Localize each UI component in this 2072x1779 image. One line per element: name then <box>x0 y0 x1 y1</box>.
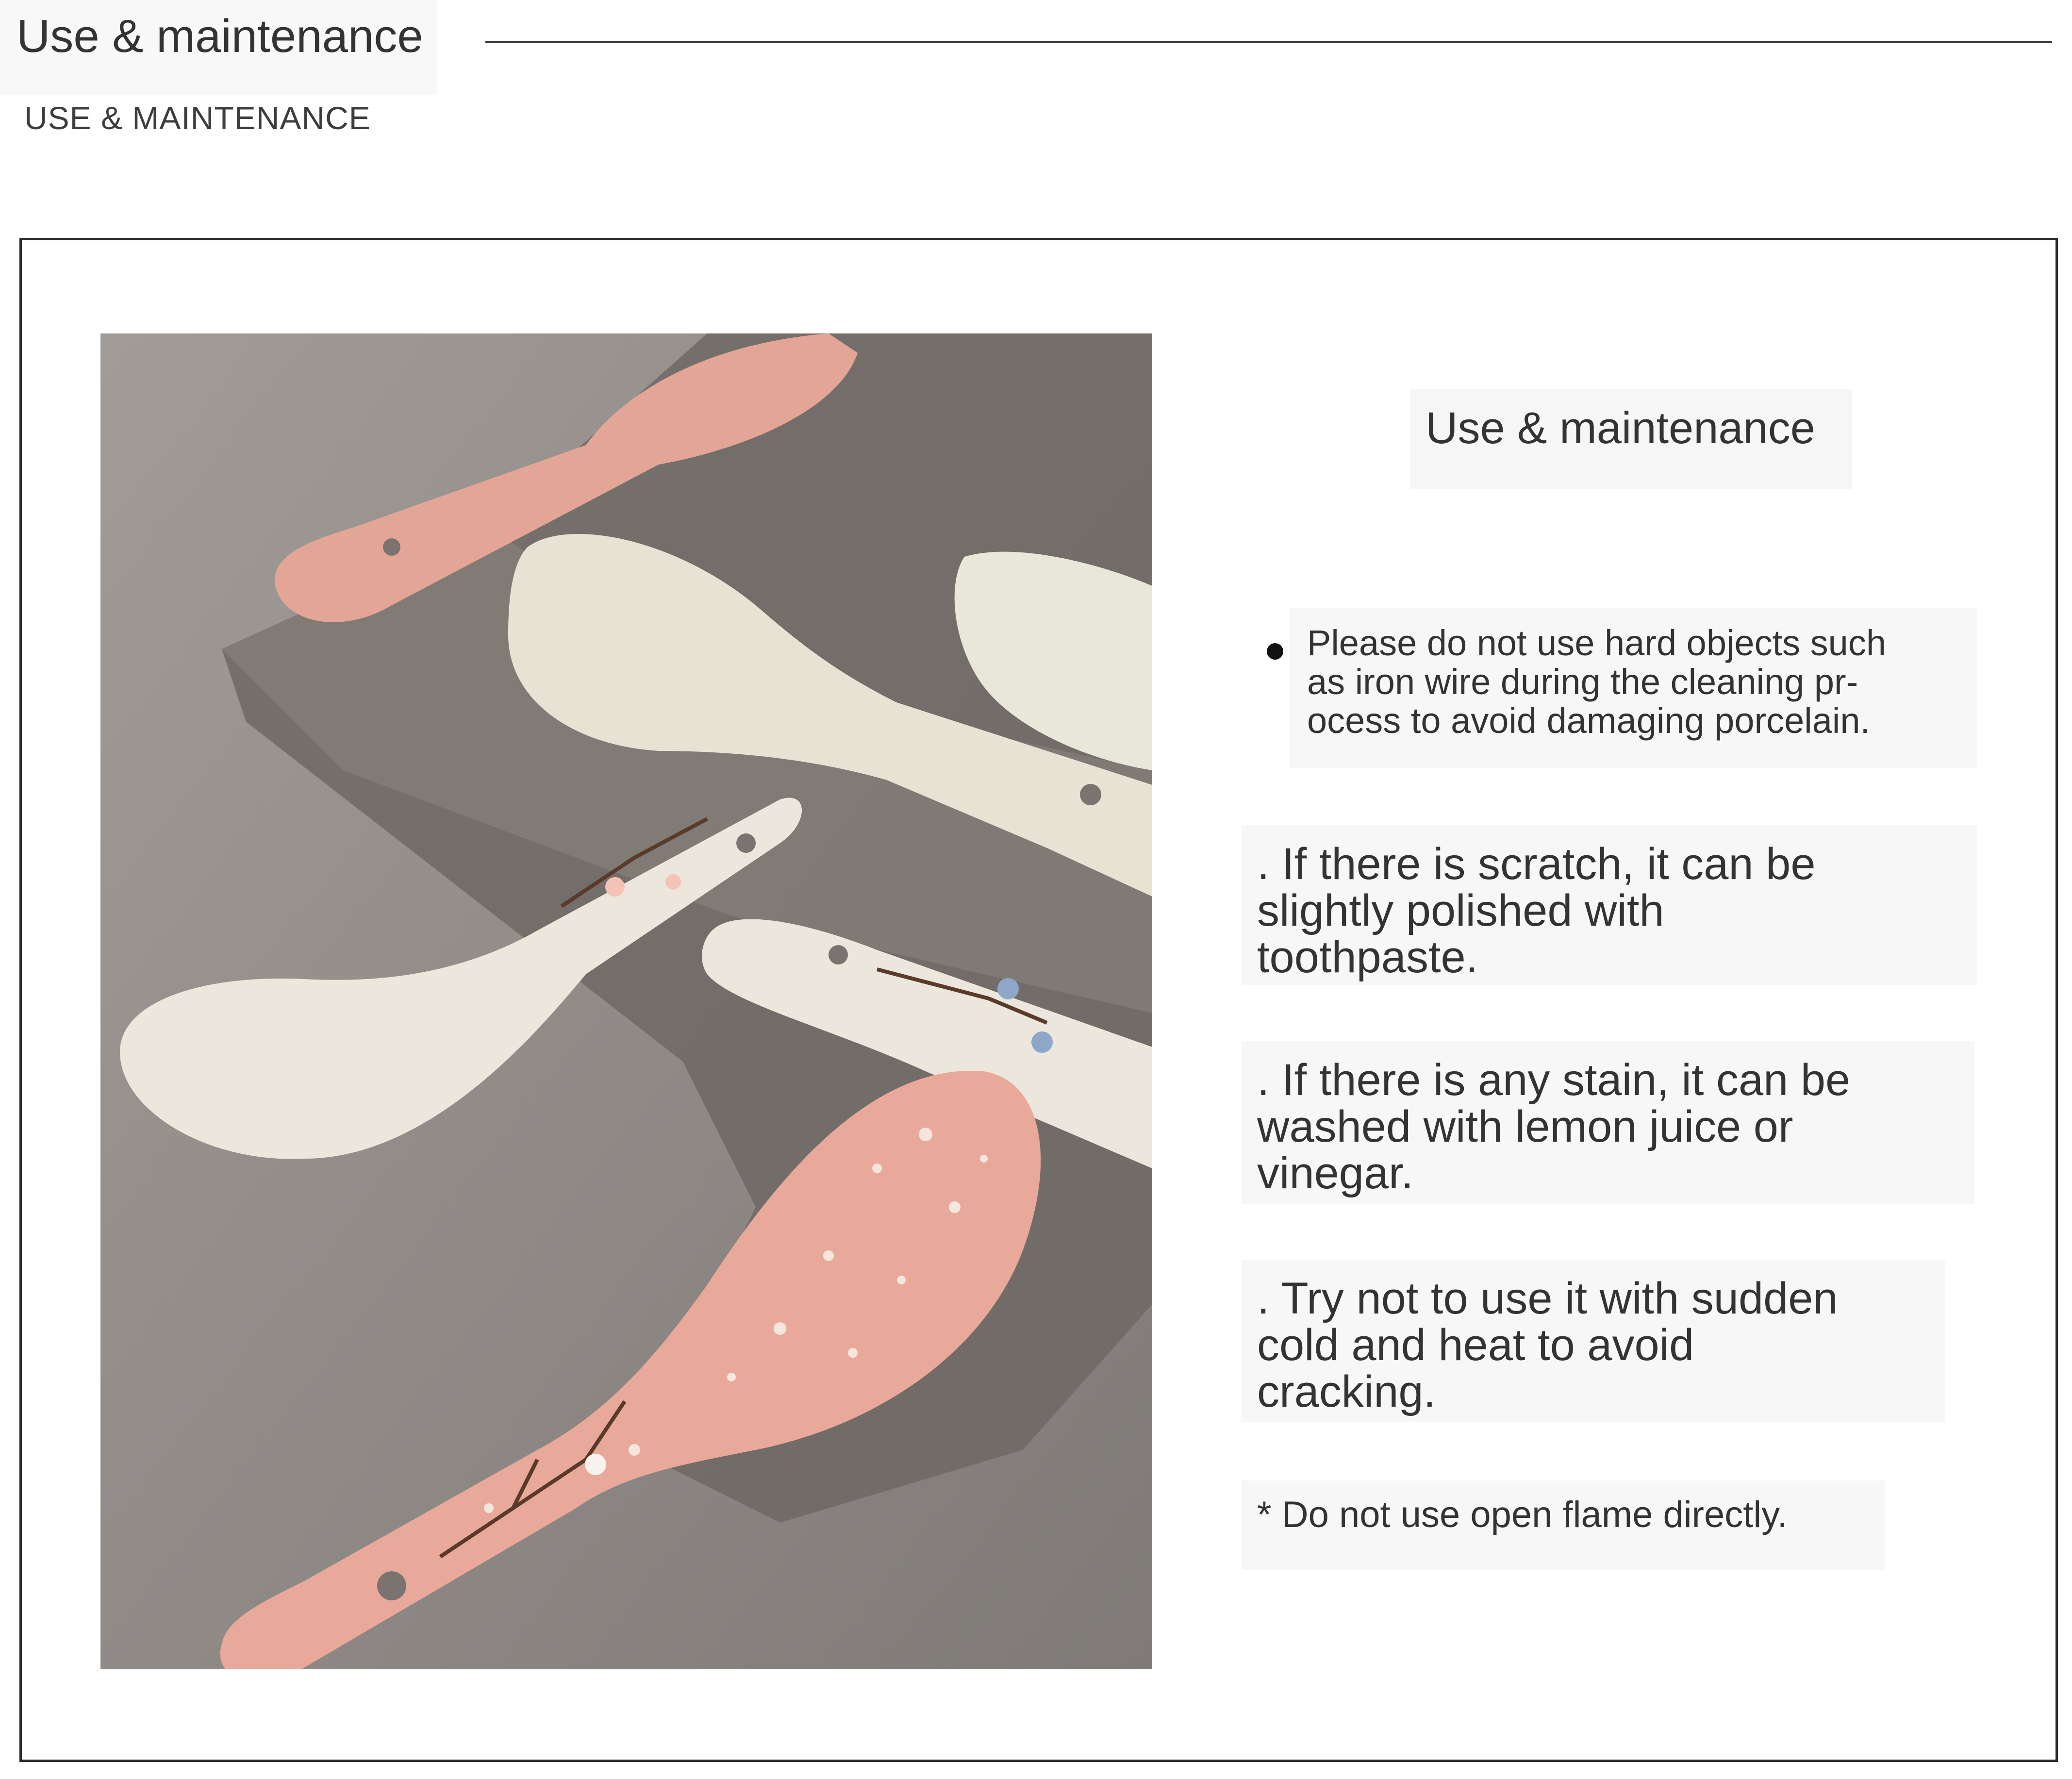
spoons-photo <box>100 333 1152 1669</box>
tip-4-text: . Try not to use it with sudden cold and heat to avoid cracking. <box>1257 1274 1838 1416</box>
spoons-illustration <box>100 333 1152 1669</box>
tip-3-text: . If there is any stain, it can be washed with lemon juice or vinegar. <box>1257 1055 1851 1198</box>
panel-title: Use & maintenance <box>1426 403 1815 453</box>
header-subtitle: USE & MAINTENANCE <box>24 100 371 136</box>
tip-1-text: Please do not use hard objects such as iron wire during the cleaning pr- ocess to avoid damaging porcelain. <box>1307 623 1886 741</box>
header-divider <box>485 41 2052 43</box>
tip-5-text: * Do not use open flame directly. <box>1257 1494 1788 1535</box>
bullet-icon <box>1267 643 1283 660</box>
tip-2-text: . If there is scratch, it can be slightly polished with toothpaste. <box>1257 839 1816 982</box>
header-title: Use & maintenance <box>17 10 423 62</box>
